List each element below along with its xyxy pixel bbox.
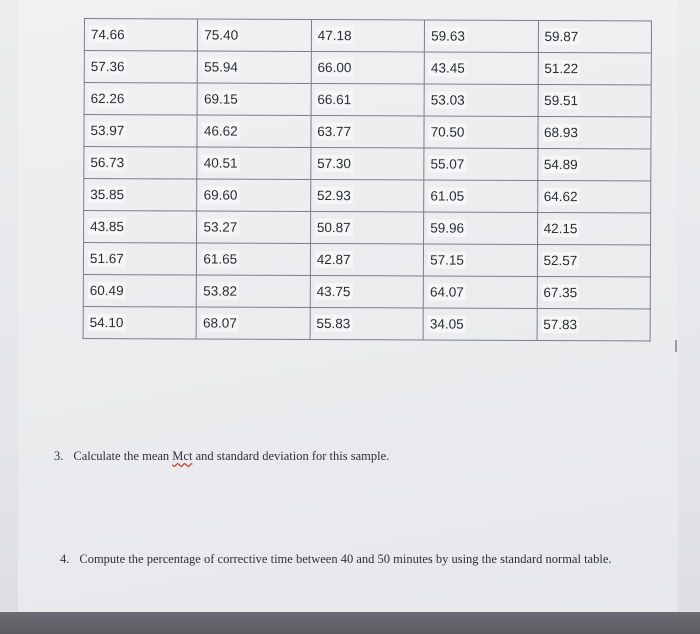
cell-value: 56.73 — [88, 154, 126, 171]
table-row — [84, 115, 651, 149]
table-cell — [537, 308, 651, 340]
cell-value: 60.49 — [88, 282, 126, 299]
table-row — [83, 306, 650, 340]
table-cell — [538, 84, 652, 116]
text-cursor-mark — [675, 340, 677, 352]
table-row — [84, 83, 651, 117]
cell-value: 57.83 — [541, 316, 579, 333]
table-cell — [310, 211, 424, 243]
table-cell — [537, 244, 651, 276]
cell-value: 42.87 — [315, 251, 353, 268]
cell-value: 66.61 — [315, 91, 353, 108]
table-cell — [196, 307, 310, 339]
question-3-text — [73, 448, 389, 464]
cell-value: 59.87 — [542, 28, 580, 45]
table-cell — [424, 116, 538, 148]
question-3-text-end: and standard deviation for this sample. — [192, 449, 390, 463]
table-row — [84, 51, 651, 85]
cell-value: 54.10 — [88, 314, 126, 331]
cell-value: 55.07 — [429, 156, 467, 173]
table-cell — [84, 115, 198, 147]
table-row — [83, 243, 650, 277]
table-cell — [83, 243, 197, 275]
question-3-number: 3. — [54, 449, 64, 463]
table-cell — [84, 51, 198, 83]
table-row — [83, 274, 650, 308]
table-cell — [310, 179, 424, 211]
table-cell — [537, 180, 651, 212]
table-cell — [84, 83, 198, 115]
table-cell — [423, 276, 537, 308]
spellcheck-flagged-word: Mct — [172, 449, 193, 463]
cell-value: 50.87 — [315, 219, 353, 236]
cell-value: 35.85 — [88, 186, 126, 203]
table-cell — [83, 274, 197, 306]
screen-bottom-bezel — [0, 612, 700, 634]
table-cell — [197, 115, 311, 147]
table-cell — [197, 179, 311, 211]
cell-value: 51.67 — [88, 250, 126, 267]
cell-value: 75.40 — [202, 27, 240, 44]
cell-value: 53.03 — [429, 92, 467, 109]
table-cell — [424, 84, 538, 116]
cell-value: 61.05 — [428, 188, 466, 205]
cell-value: 55.94 — [202, 59, 240, 76]
table-cell — [84, 179, 198, 211]
table-cell — [537, 116, 651, 148]
question-4 — [60, 551, 650, 567]
table-cell — [197, 83, 311, 115]
table-cell — [311, 147, 425, 179]
table-cell — [311, 51, 425, 83]
table-cell — [83, 306, 197, 338]
cell-value: 42.15 — [542, 220, 580, 237]
table-cell — [198, 51, 312, 83]
table-cell — [311, 19, 425, 51]
cell-value: 34.05 — [428, 316, 466, 333]
question-3-text-start: Calculate the mean — [73, 449, 173, 463]
table-cell — [423, 308, 537, 340]
cell-value: 57.30 — [315, 155, 353, 172]
cell-value: 59.96 — [428, 220, 466, 237]
table-cell — [310, 275, 424, 307]
question-4-number: 4. — [60, 552, 70, 566]
table-cell — [197, 147, 311, 179]
table-cell — [310, 307, 424, 339]
cell-value: 46.62 — [202, 123, 240, 140]
table-row — [84, 211, 651, 245]
cell-value: 63.77 — [315, 123, 353, 140]
cell-value: 69.15 — [202, 91, 240, 108]
table-cell — [424, 180, 538, 212]
cell-value: 67.35 — [541, 284, 579, 301]
table-cell — [425, 20, 539, 52]
cell-value: 55.83 — [314, 315, 352, 332]
table-cell — [538, 52, 652, 84]
cell-value: 68.93 — [542, 124, 580, 141]
cell-value: 43.85 — [88, 218, 126, 235]
data-table — [83, 18, 652, 341]
cell-value: 62.26 — [89, 90, 127, 107]
table-row — [84, 179, 651, 213]
cell-value: 69.60 — [202, 187, 240, 204]
table-cell — [424, 212, 538, 244]
cell-value: 68.07 — [201, 315, 239, 332]
cell-value: 53.97 — [88, 122, 126, 139]
table-cell — [424, 148, 538, 180]
table-cell — [537, 148, 651, 180]
table-cell — [198, 19, 312, 51]
table-cell — [311, 83, 425, 115]
cell-value: 57.36 — [89, 58, 127, 75]
table-row — [84, 19, 651, 53]
question-4-text: Compute the percentage of corrective time between 40 and 50 minutes by using the standard normal table. — [79, 552, 612, 566]
cell-value: 54.89 — [542, 156, 580, 173]
table-row — [84, 147, 651, 181]
table-cell — [310, 243, 424, 275]
cell-value: 70.50 — [429, 124, 467, 141]
cell-value: 52.93 — [315, 187, 353, 204]
table-cell — [197, 243, 311, 275]
table-cell — [84, 211, 198, 243]
cell-value: 52.57 — [541, 252, 579, 269]
table-cell — [84, 147, 198, 179]
table-cell — [197, 275, 311, 307]
cell-value: 47.18 — [316, 27, 354, 44]
table-cell — [197, 211, 311, 243]
cell-value: 57.15 — [428, 252, 466, 269]
table-cell — [537, 212, 651, 244]
cell-value: 53.82 — [201, 283, 239, 300]
table-body — [83, 19, 651, 341]
table-cell — [84, 19, 198, 51]
cell-value: 59.63 — [429, 28, 467, 45]
question-3 — [54, 448, 614, 464]
cell-value: 64.07 — [428, 284, 466, 301]
table-cell — [424, 244, 538, 276]
table-cell — [537, 276, 651, 308]
cell-value: 66.00 — [316, 59, 354, 76]
table-cell — [424, 52, 538, 84]
cell-value: 64.62 — [542, 188, 580, 205]
cell-value: 59.51 — [542, 92, 580, 109]
table-cell — [538, 20, 652, 52]
cell-value: 43.75 — [315, 283, 353, 300]
cell-value: 40.51 — [202, 155, 240, 172]
table-cell — [311, 115, 425, 147]
cell-value: 43.45 — [429, 60, 467, 77]
cell-value: 53.27 — [201, 219, 239, 236]
cell-value: 61.65 — [201, 251, 239, 268]
cell-value: 74.66 — [89, 26, 127, 43]
cell-value: 51.22 — [542, 60, 580, 77]
